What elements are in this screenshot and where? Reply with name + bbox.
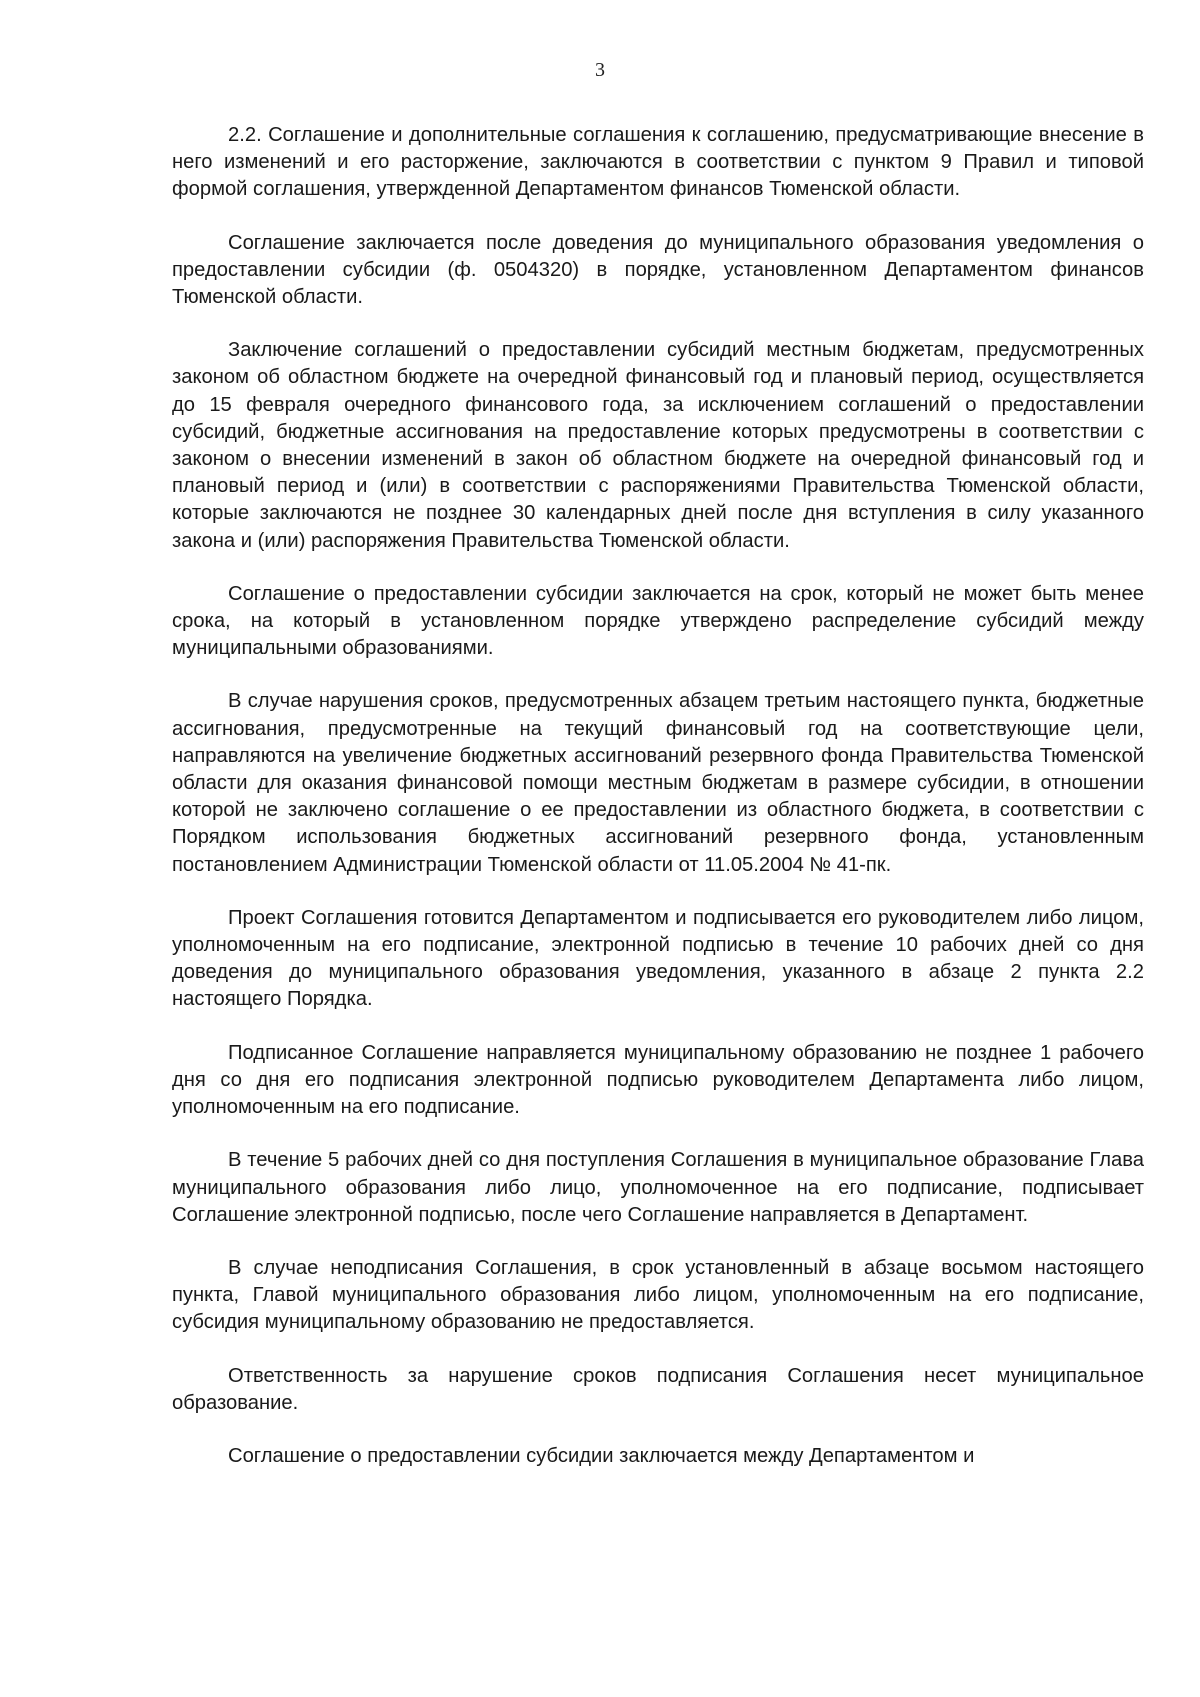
page-number: 3 [595, 59, 605, 81]
paragraph-responsibility: Ответственность за нарушение сроков подписания Соглашения несет муниципальное образование. [172, 1364, 1144, 1414]
paragraph-signed-agreement: Подписанное Соглашение направляется муниципальному образованию не позднее 1 рабочего дня со дня его подписания электронной подписью руководителем Департамента либо лицом, уполномоченным на его подписание. [172, 1041, 1144, 1119]
paragraph-agreement-term: Соглашение о предоставлении субсидии заключается на срок, который не может быть менее срока, на который в установленном порядке утверждено распределение субсидий между муниципальными образованиями. [172, 582, 1144, 660]
document-body [172, 122, 1144, 1470]
paragraph-non-signing: В случае неподписания Соглашения, в срок установленный в абзаце восьмом настоящего пункта, Главой муниципального образования либо лицом, уполномоченным на его подписание, субсидия муниципальному образованию не предоставляется. [172, 1256, 1144, 1334]
paragraph-2-2: 2.2. Соглашение и дополнительные соглашения к соглашению, предусматривающие внесение в него изменений и его расторжение, заключаются в соответствии с пунктом 9 Правил и типовой формой соглашения, утвержденной Департаментом финансов Тюменской области. [172, 124, 1144, 201]
paragraph-agreement-deadline: Заключение соглашений о предоставлении субсидий местным бюджетам, предусмотренных законом об областном бюджете на очередной финансовый год и плановый период, осуществляется до 15 февраля очередного финансового года, за исключением соглашений о предоставлении субсидий, бюджетные ассигнования на предоставление которых предусмотрены в соответствии с законом о внесении изменений в закон об областном бюджете на очередной финансовый год и плановый период и (или) в соответствии с распоряжениями Правительства Тюменской области, которые заключаются не позднее 30 календарных дней после дня вступления в силу указанного закона и (или) распоряжения Правительства Тюменской области. [172, 339, 1144, 552]
paragraph-draft-preparation: Проект Соглашения готовится Департаментом и подписывается его руководителем либо лицом, уполномоченным на его подписание, электронной подписью в течение 10 рабочих дней со дня доведения до муниципального образования уведомления, указанного в абзаце 2 пункта 2.2 настоящего Порядка. [172, 906, 1144, 1011]
paragraph-agreement-conclusion: Соглашение заключается после доведения до муниципального образования уведомления о предоставлении субсидии (ф. 0504320) в порядке, установленном Департаментом финансов Тюменской области. [172, 231, 1144, 309]
paragraph-municipal-signing: В течение 5 рабочих дней со дня поступления Соглашения в муниципальное образование Глава муниципального образования либо лицо, уполномоченное на его подписание, подписывает Соглашение электронной подписью, после чего Соглашение направляется в Департамент. [172, 1149, 1144, 1226]
paragraph-deadline-violation: В случае нарушения сроков, предусмотренных абзацем третьим настоящего пункта, бюджетные ассигнования, предусмотренные на текущий финансовый год на соответствующие цели, направляются на увеличение бюджетных ассигнований резервного фонда Правительства Тюменской области для оказания финансовой помощи местным бюджетам в размере субсидии, в отношении которой не заключено соглашение о ее предоставлении из областного бюджета, в соответствии с Порядком использования бюджетных ассигнований резервного фонда, установленным постановлением Администрации Тюменской области от 11.05.2004 № 41-пк. [172, 690, 1144, 876]
paragraph-agreement-parties: Соглашение о предоставлении субсидии заключается между Департаментом и [228, 1444, 975, 1467]
